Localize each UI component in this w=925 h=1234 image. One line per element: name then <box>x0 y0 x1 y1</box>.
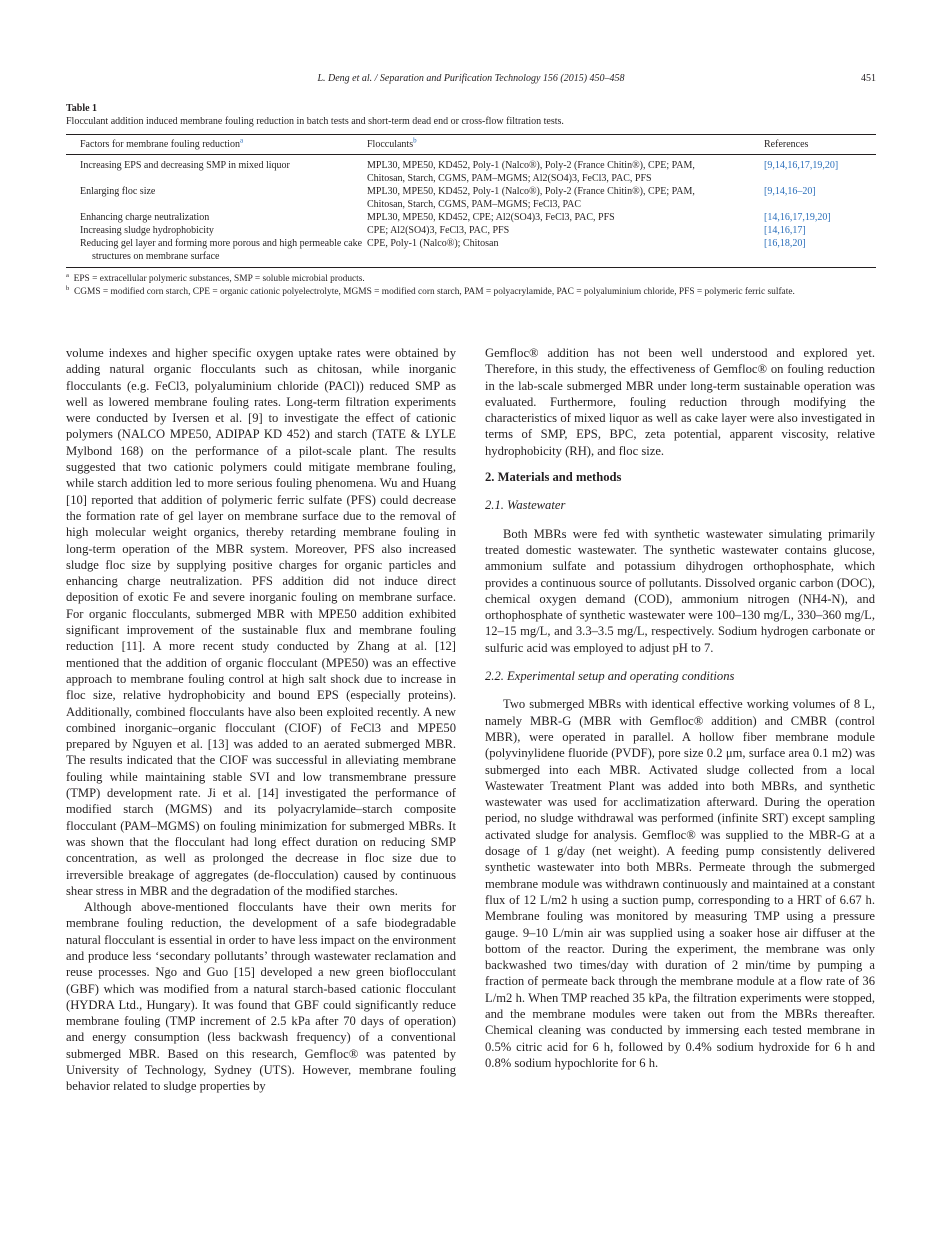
paragraph: volume indexes and higher specific oxygen uptake rates were obtained by adding natural organic flocculants such as chitosan, while inorganic flocculants (e.g. FeCl3, polyaluminium chloride (PACl)) reduced SMP as well as lowered membrane fouling rates. Long-term filtration experiments were conducted by Iversen et al. [9] to investigate the effect of cationic polymers (NALCO MPE50, ADIPAP KD 452) and starch (TATE & LYLE Mylbond 168) on the performance of a pilot-scale plant. The results suggested that two cationic polymers could mitigate membrane fouling, while starch addition led to more serious fouling phenomena. Wu and Huang [10] reported that addition of polymeric ferric sulfate (PFS) could decrease the formation rate of gel layer on membrane surface due to the removal of high molecular weight organics, thereby retarding membrane fouling in long-term operation of the MBR system. Moreover, PFS also increased sludge floc size by supplying positive charges for organic particles and enhancing charge neutralization. PFS addition did not induce direct deposition of exotic Fe and severe inorganic fouling on membrane surface. For organic flocculants, submerged MBR with MPE50 addition exhibited significant improvement of the sustainable flux and membrane fouling reduction [11]. A more recent study conducted by Zhang at al. [12] mentioned that the addition of organic flocculant (MPE50) was an effective approach to membrane fouling control at high salt shock due to increase in floc size, relative hydrophobicity and bound EPS (especially proteins). Additionally, combined flocculants have also been exploited recently. A new combined inorganic–organic flocculant (CIOF) of FeCl3 and MPE50 prepared by Nguyen et al. [13] was added to an aerated submerged MBR. The results indicated that the CIOF was successful in alleviating membrane fouling while maintaining stable SVI and low transmembrane pressure (TMP) development rate. Ji et al. [14] investigated the performance of modified starch (MGMS) and its polyacrylamide–starch composite flocculant (PAM–MGMS) on fouling minimization for submerged MBRs. It was shown that the flocculant had long effect duration on reducing SMP concentration, as well as prolonged the decrease in floc size due to irreversible breakage of aggregates (de-flocculation) caused by continuous shear stress in MBR and the degradation of the modified starches. <box>66 346 456 898</box>
header-flocculants-text: Flocculants <box>367 139 414 150</box>
flocculants-line: Chitosan, Starch, CGMS, PAM–MGMS; FeCl3, PAC <box>367 199 582 210</box>
page-number: 451 <box>861 73 876 84</box>
table-row <box>66 224 876 237</box>
header-factors-text: Factors for membrane fouling reduction <box>80 139 240 150</box>
table-row <box>66 155 876 186</box>
footnote-mark-b[interactable]: b <box>413 136 417 145</box>
header-flocculants <box>367 135 764 155</box>
footnote-mark-a[interactable]: a <box>239 136 244 145</box>
footnote-a-text: EPS = extracellular polymeric substances, SMP = soluble microbial products. <box>73 274 365 284</box>
row-references[interactable]: [14,16,17,19,20] <box>764 212 831 223</box>
flocculants-line: MPL30, MPE50, KD452, Poly-1 (Nalco®), Poly-2 (France Chitin®), CPE; PAM, <box>367 160 695 171</box>
row-flocculants <box>367 155 764 186</box>
running-head: L. Deng et al. / Separation and Purification Technology 156 (2015) 450–458 <box>317 73 625 84</box>
flocculant-table <box>66 134 876 268</box>
right-column <box>485 345 875 1071</box>
subsection-heading: 2.2. Experimental setup and operating conditions <box>485 669 735 684</box>
paragraph: Both MBRs were fed with synthetic wastewater simulating primarily treated domestic wastewater. The synthetic wastewater contains glucose, ammonium sulfate and potassium dihydrogen orthophosphate, which provides a continuous source of pollutants. Dissolved organic carbon (DOC), chemical oxygen demand (COD), ammonium nitrogen (NH4-N), and orthophosphate of synthetic wastewater were 100–130 mg/L, 330–360 mg/L, 12–15 mg/L, and 3.3–3.5 mg/L, respectively. Sodium hydrogen carbonate or sulfuric acid was employed to adjust pH to 7. <box>485 526 875 655</box>
row-factor: Increasing EPS and decreasing SMP in mixed liquor <box>80 160 290 171</box>
table-caption: Flocculant addition induced membrane fouling reduction in batch tests and short-term dead end or cross-flow filtration tests. <box>66 116 564 127</box>
row-factor-text: Reducing gel layer and forming more porous and high permeable cake structures on membrane surface <box>80 238 363 262</box>
footnote-a <box>66 273 876 286</box>
table-row <box>66 185 876 211</box>
row-references[interactable]: [9,14,16–20] <box>764 186 816 197</box>
row-references[interactable]: [16,18,20] <box>764 237 876 268</box>
footnote-b <box>66 286 876 299</box>
row-flocculants: CPE; Al2(SO4)3, FeCl3, PAC, PFS <box>367 225 510 236</box>
header-factors <box>66 135 367 155</box>
table-row <box>66 237 876 268</box>
footnote-b-mark: b <box>66 284 70 292</box>
paragraph: Two submerged MBRs with identical effective working volumes of 8 L, namely MBR-G (MBR with Gemfloc® addition) and CMBR (control MBR), were operated in parallel. A hollow fiber membrane module (polyvinylidene fluoride (PVDF), pore size 0.2 μm, surface area 0.1 m2) was submerged into each MBR. Activated sludge collected from a local Wastewater Treatment Plant was added into both MBRs, and synthetic wastewater was used for acclimatization afterward. During the operation period, no sludge withdrawal was performed (infinite SRT) except sampling activated sludge for analysis. Gemfloc® was supplied to the MBR-G at a dosage of 1 g/day (net weight). A feeding pump consistently delivered synthetic wastewater into both MBRs. Permeate through the submerged membrane module was withdrawn continuously and maintained at a constant flux of 12 L/m2 h using a suction pump, corresponding to a HRT of 6.67 h. Membrane fouling was monitored by measuring TMP using a pressure gauge. 9–10 L/min air was supplied using a soaker hose air diffuser at the bottom of the reactor. During the experiment, the membrane was only backwashed two times/day with duration of 2 min/time by pumping a fraction of permeate back through the membrane module at a flow rate of 36 L/m2 h. When TMP reached 35 kPa, the filtration experiments were stopped, and the membrane modules were taken out from the MBRs thereafter. Chemical cleaning was conducted by immersing each tested membrane in 0.5% citric acid for 6 h, followed by 0.4% sodium hydroxide for 6 h and 0.8% sodium hypochlorite for 6 h. <box>485 697 875 1070</box>
table-header-row <box>66 135 876 155</box>
row-factor <box>66 237 367 268</box>
left-column <box>66 345 456 1095</box>
row-factor: Enlarging floc size <box>80 186 156 197</box>
footnote-a-mark: a <box>66 271 69 279</box>
row-flocculants: CPE, Poly-1 (Nalco®); Chitosan <box>367 237 764 268</box>
row-factor: Increasing sludge hydrophobicity <box>80 225 214 236</box>
section-heading: 2. Materials and methods <box>485 470 622 485</box>
flocculants-line: Chitosan, Starch, CGMS, PAM–MGMS; Al2(SO4)3, FeCl3, PAC, PFS <box>367 173 652 184</box>
row-flocculants <box>367 185 764 211</box>
table-row <box>66 211 876 224</box>
footnote-b-text: CGMS = modified corn starch, CPE = organic cationic polyelectrolyte, MGMS = modified corn starch, PAM = polyacrylamide, PAC = polyaluminium chloride, PFS = polymeric ferric sulfate. <box>73 287 795 297</box>
flocculants-line: MPL30, MPE50, KD452, Poly-1 (Nalco®), Poly-2 (France Chitin®), CPE; PAM, <box>367 186 695 197</box>
table-footnotes <box>66 273 876 299</box>
subsection-heading: 2.1. Wastewater <box>485 498 566 513</box>
table-label: Table 1 <box>66 103 98 114</box>
row-references[interactable]: [14,16,17] <box>764 225 806 236</box>
paragraph: Although above-mentioned flocculants have their own merits for membrane fouling reduction, the development of a safe biodegradable natural flocculant is essential in order to have less impact on the environment and produce less ‘secondary pollutants’ through wastewater reclamation and reuse processes. Ngo and Guo [15] developed a new green bioflocculant (GBF) which was modified from a natural starch-based cationic flocculant (HYDRA Ltd., Hungary). It was found that GBF could significantly reduce membrane fouling (TMP increment of 2.5 kPa after 70 days of operation) and energy consumption (less backwash frequency) of a conventional submerged MBR. Based on this research, Gemfloc® was patented by University of Technology, Sydney (UTS). However, membrane fouling behavior related to sludge properties by <box>66 900 456 1094</box>
row-flocculants: MPL30, MPE50, KD452, CPE; Al2(SO4)3, FeCl3, PAC, PFS <box>367 212 615 223</box>
header-references: References <box>764 135 876 155</box>
row-factor: Enhancing charge neutralization <box>80 212 210 223</box>
row-references[interactable]: [9,14,16,17,19,20] <box>764 160 839 171</box>
paragraph: Gemfloc® addition has not been well understood and explored yet. Therefore, in this study, the effectiveness of Gemfloc® on fouling reduction in the lab-scale submerged MBR under long-term sustainable operation was evaluated. Furthermore, fouling reduction through modifying the characteristics of mixed liquor as well as cake layer were also investigated in terms of SMP, EPS, BPC, zeta potential, apparent viscosity, relative hydrophobicity (RH), and floc size. <box>485 346 875 458</box>
